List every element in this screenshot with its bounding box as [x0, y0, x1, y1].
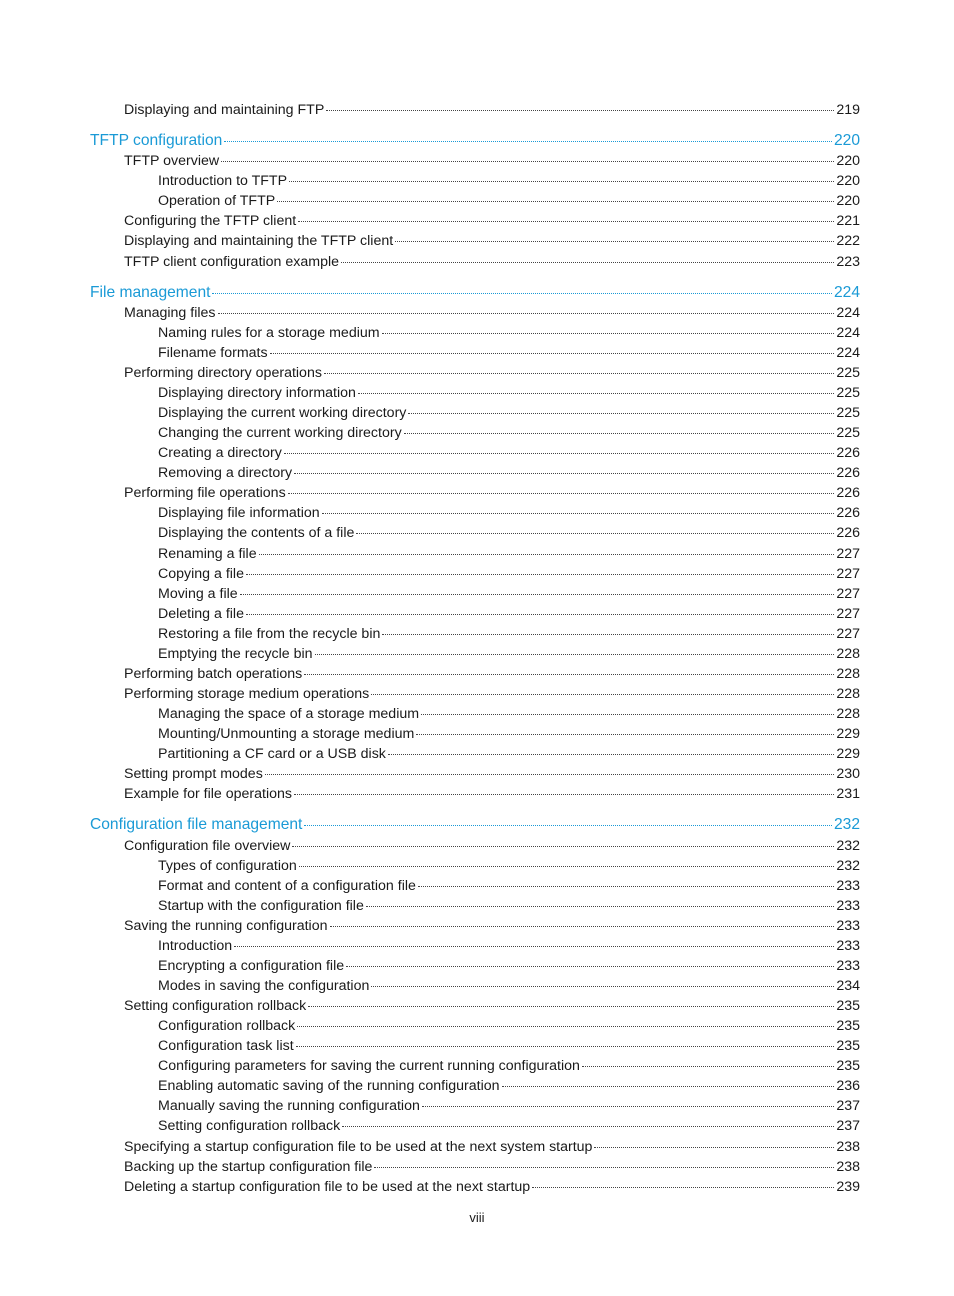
toc-chapter-entry[interactable] [0, 132, 860, 150]
dot-leader [292, 846, 834, 847]
toc-entry-page: 226 [836, 445, 860, 462]
dot-leader [270, 353, 835, 354]
dot-leader [395, 241, 834, 242]
toc-entry-title: TFTP overview [124, 153, 220, 170]
toc-entry-title: Naming rules for a storage medium [158, 324, 380, 341]
dot-leader [408, 413, 834, 414]
toc-entry-title: Configuring parameters for saving the current running configuration [158, 1058, 580, 1075]
dot-leader [418, 886, 834, 887]
toc-entry-page: 224 [836, 324, 860, 341]
toc-entry-page: 224 [833, 283, 860, 301]
toc-entry-page: 233 [836, 957, 860, 974]
toc-entry-page: 226 [836, 485, 860, 502]
toc-entry[interactable] [0, 585, 860, 603]
toc-entry-page: 226 [836, 525, 860, 542]
toc-entry-page: 227 [836, 625, 860, 642]
toc-entry-title: Deleting a startup configuration file to be used at the next startup [124, 1178, 531, 1195]
toc-entry-page: 237 [836, 1118, 860, 1135]
toc-entry-title: Manually saving the running configuration [158, 1098, 420, 1115]
dot-leader [341, 262, 834, 263]
toc-entry[interactable] [0, 172, 860, 190]
toc-entry-title: TFTP configuration [90, 132, 223, 150]
toc-entry-title: Configuring the TFTP client [124, 213, 297, 230]
toc-entry-title: Configuration rollback [158, 1018, 296, 1035]
toc-chapter-entry[interactable] [0, 816, 860, 834]
dot-leader [308, 1006, 834, 1007]
toc-entry[interactable] [0, 957, 860, 975]
toc-entry[interactable] [0, 665, 860, 683]
dot-leader [532, 1187, 834, 1188]
toc-entry[interactable] [0, 1077, 860, 1095]
toc-entry[interactable] [0, 745, 860, 763]
dot-leader [288, 493, 835, 494]
toc-entry[interactable] [0, 565, 860, 583]
toc-entry-page: 225 [836, 364, 860, 381]
dot-leader [371, 986, 834, 987]
toc-entry-page: 220 [836, 153, 860, 170]
toc-entry[interactable] [0, 152, 860, 170]
toc-entry[interactable] [0, 1057, 860, 1075]
toc-entry-title: Moving a file [158, 585, 238, 602]
dot-leader [326, 110, 834, 111]
toc-entry-page: 232 [836, 857, 860, 874]
dot-leader [330, 926, 835, 927]
toc-entry-title: Introduction to TFTP [158, 173, 288, 190]
toc-entry-page: 225 [836, 405, 860, 421]
toc-entry[interactable] [0, 837, 860, 855]
toc-entry-page: 229 [836, 746, 860, 763]
toc-entry-page: 222 [836, 233, 860, 250]
toc-entry-title: Configuration file overview [124, 837, 291, 854]
toc-entry-title: Setting configuration rollback [124, 998, 307, 1014]
toc-entry-page: 220 [833, 132, 860, 150]
toc-entry[interactable] [0, 1037, 860, 1055]
toc-entry[interactable] [0, 304, 860, 322]
toc-entry-title: Removing a directory [158, 465, 293, 482]
toc-entry-title: Configuration file management [90, 816, 303, 834]
toc-entry-page: 219 [836, 102, 860, 118]
toc-entry[interactable] [0, 101, 860, 119]
toc-entry[interactable] [0, 192, 860, 210]
toc-entry-title: Encrypting a configuration file [158, 957, 345, 974]
dot-leader [289, 181, 834, 182]
dot-leader [416, 734, 834, 735]
toc-entry-page: 234 [836, 977, 860, 994]
dot-leader [322, 513, 835, 514]
toc-entry-page: 236 [836, 1078, 860, 1095]
toc-entry[interactable] [0, 464, 860, 482]
toc-entry-page: 233 [836, 937, 860, 954]
toc-entry-title: Specifying a startup configuration file to be used at the next system startup [124, 1138, 593, 1155]
toc-entry-title: Deleting a file [158, 605, 244, 622]
toc-entry-page: 225 [836, 384, 860, 401]
toc-entry[interactable] [0, 424, 860, 442]
toc-entry-page: 233 [836, 917, 860, 934]
toc-entry-title: Displaying and maintaining FTP [124, 102, 325, 118]
toc-entry[interactable] [0, 1158, 860, 1176]
toc-entry-title: Displaying directory information [158, 384, 356, 401]
toc-entry-page: 235 [836, 1038, 860, 1055]
toc-entry[interactable] [0, 765, 860, 783]
dot-leader [297, 1026, 834, 1027]
toc-entry-page: 229 [836, 726, 860, 743]
toc-entry-page: 227 [836, 585, 860, 602]
toc-entry-title: Setting prompt modes [124, 766, 263, 783]
dot-leader [259, 554, 835, 555]
toc-entry-title: Performing file operations [124, 485, 286, 502]
dot-leader [315, 654, 835, 655]
toc-entry-page: 228 [836, 665, 860, 682]
toc-entry-title: Managing the space of a storage medium [158, 706, 420, 722]
dot-leader [246, 614, 834, 615]
dot-leader [240, 594, 835, 595]
toc-entry-page: 239 [836, 1178, 860, 1195]
toc-entry-page: 237 [836, 1098, 860, 1115]
dot-leader [234, 946, 834, 947]
toc-entry-title: Displaying file information [158, 505, 320, 522]
toc-entry-title: Configuration task list [158, 1038, 294, 1055]
toc-entry[interactable] [0, 625, 860, 643]
toc-entry-title: Startup with the configuration file [158, 897, 364, 914]
dot-leader [358, 393, 834, 394]
toc-entry[interactable] [0, 404, 860, 422]
toc-entry-page: 225 [836, 425, 860, 441]
dot-leader [371, 694, 834, 695]
dot-leader [218, 313, 835, 314]
toc-entry-page: 228 [836, 706, 860, 722]
toc-entry-title: Restoring a file from the recycle bin [158, 625, 381, 642]
toc-entry[interactable] [0, 212, 860, 230]
toc-entry-title: Changing the current working directory [158, 425, 402, 441]
dot-leader [404, 433, 835, 434]
toc-entry[interactable] [0, 645, 860, 663]
page-number: viii [469, 1210, 485, 1225]
toc-entry-title: File management [90, 283, 211, 301]
dot-leader [212, 293, 831, 294]
toc-entry-title: Operation of TFTP [158, 193, 276, 210]
toc-entry[interactable] [0, 384, 860, 402]
toc-entry-title: Example for file operations [124, 786, 292, 803]
toc-entry-page: 226 [836, 465, 860, 482]
toc-entry[interactable] [0, 605, 860, 623]
dot-leader [246, 574, 834, 575]
toc-entry[interactable] [0, 524, 860, 542]
dot-leader [298, 221, 834, 222]
toc-entry[interactable] [0, 1138, 860, 1156]
toc-entry-page: 227 [836, 565, 860, 582]
toc-entry-title: Displaying the contents of a file [158, 525, 355, 542]
toc-entry[interactable] [0, 232, 860, 250]
toc-entry[interactable] [0, 705, 860, 723]
toc-entry[interactable] [0, 857, 860, 875]
toc-entry-page: 238 [836, 1158, 860, 1175]
toc-entry[interactable] [0, 1017, 860, 1035]
toc-entry-title: TFTP client configuration example [124, 253, 340, 270]
toc-entry-page: 220 [836, 193, 860, 210]
toc-entry-page: 224 [836, 344, 860, 361]
toc-entry[interactable] [0, 937, 860, 955]
dot-leader [502, 1086, 835, 1087]
toc-entry-page: 238 [836, 1138, 860, 1155]
toc-entry[interactable] [0, 685, 860, 703]
toc-entry-page: 235 [836, 1058, 860, 1075]
toc-entry-title: Mounting/Unmounting a storage medium [158, 726, 415, 743]
dot-leader [374, 1167, 834, 1168]
dot-leader [294, 473, 834, 474]
toc-entry[interactable] [0, 785, 860, 803]
toc-entry-title: Performing directory operations [124, 364, 322, 381]
toc-entry-page: 232 [833, 816, 860, 834]
toc-entry-page: 232 [836, 837, 860, 854]
toc-entry-title: Saving the running configuration [124, 917, 328, 934]
toc-entry[interactable] [0, 877, 860, 895]
dot-leader [582, 1066, 834, 1067]
toc-entry-page: 231 [836, 786, 860, 803]
toc-entry-page: 221 [836, 213, 860, 230]
toc-entry-title: Modes in saving the configuration [158, 977, 370, 994]
dot-leader [366, 906, 834, 907]
toc-entry-title: Format and content of a configuration file [158, 877, 416, 894]
dot-leader [346, 966, 834, 967]
dot-leader [356, 533, 834, 534]
toc-entry-page: 223 [836, 253, 860, 270]
dot-leader [388, 754, 834, 755]
toc-entry-page: 224 [836, 304, 860, 321]
toc-entry[interactable] [0, 484, 860, 502]
toc-entry[interactable] [0, 504, 860, 522]
toc-entry-title: Managing files [124, 304, 216, 321]
dot-leader [422, 1106, 834, 1107]
toc-entry-page: 227 [836, 545, 860, 562]
toc-entry-title: Displaying the current working directory [158, 405, 407, 421]
toc-entry-title: Creating a directory [158, 445, 282, 462]
toc-entry-page: 233 [836, 877, 860, 894]
dot-leader [277, 201, 834, 202]
dot-leader [265, 774, 835, 775]
toc-entry[interactable] [0, 977, 860, 995]
toc-entry-page: 226 [836, 505, 860, 522]
toc-entry-page: 220 [836, 173, 860, 190]
toc-entry-title: Displaying and maintaining the TFTP client [124, 233, 394, 250]
toc-entry-page: 227 [836, 605, 860, 622]
toc-entry-page: 235 [836, 998, 860, 1014]
toc-entry[interactable] [0, 344, 860, 362]
dot-leader [324, 373, 834, 374]
dot-leader [594, 1147, 834, 1148]
toc-entry[interactable] [0, 1178, 860, 1196]
dot-leader [342, 1126, 834, 1127]
dot-leader [304, 825, 832, 826]
toc-entry[interactable] [0, 1117, 860, 1135]
dot-leader [382, 634, 834, 635]
toc-entry-page: 233 [836, 897, 860, 914]
toc-entry[interactable] [0, 253, 860, 271]
dot-leader [221, 161, 834, 162]
toc-entry[interactable] [0, 444, 860, 462]
toc-entry-title: Emptying the recycle bin [158, 645, 313, 662]
toc-entry[interactable] [0, 545, 860, 563]
toc-entry-title: Types of configuration [158, 857, 297, 874]
toc-entry-title: Filename formats [158, 344, 268, 361]
toc-entry[interactable] [0, 324, 860, 342]
toc-entry-title: Copying a file [158, 565, 244, 582]
dot-leader [284, 453, 835, 454]
toc-entry-title: Performing batch operations [124, 665, 303, 682]
toc-chapter-entry[interactable] [0, 284, 860, 302]
dot-leader [304, 674, 834, 675]
toc-entry-page: 235 [836, 1018, 860, 1035]
dot-leader [224, 141, 832, 142]
toc-entry-title: Backing up the startup configuration file [124, 1158, 373, 1175]
dot-leader [296, 1046, 835, 1047]
toc-entry[interactable] [0, 997, 860, 1015]
toc-entry[interactable] [0, 1097, 860, 1115]
toc-entry-title: Introduction [158, 937, 233, 954]
dot-leader [294, 794, 834, 795]
toc-entry[interactable] [0, 897, 860, 915]
toc-entry-page: 228 [836, 686, 860, 702]
toc-entry-page: 228 [836, 645, 860, 662]
dot-leader [421, 714, 834, 715]
toc-entry[interactable] [0, 364, 860, 382]
toc-entry-page: 230 [836, 766, 860, 783]
toc-entry[interactable] [0, 725, 860, 743]
toc-entry-title: Renaming a file [158, 545, 257, 562]
dot-leader [299, 866, 835, 867]
toc-entry-title: Partitioning a CF card or a USB disk [158, 746, 386, 763]
toc-entry-title: Setting configuration rollback [158, 1118, 341, 1135]
toc-entry-title: Enabling automatic saving of the running configuration [158, 1078, 500, 1095]
toc-entry[interactable] [0, 917, 860, 935]
dot-leader [382, 333, 835, 334]
toc-entry-title: Performing storage medium operations [124, 686, 370, 702]
